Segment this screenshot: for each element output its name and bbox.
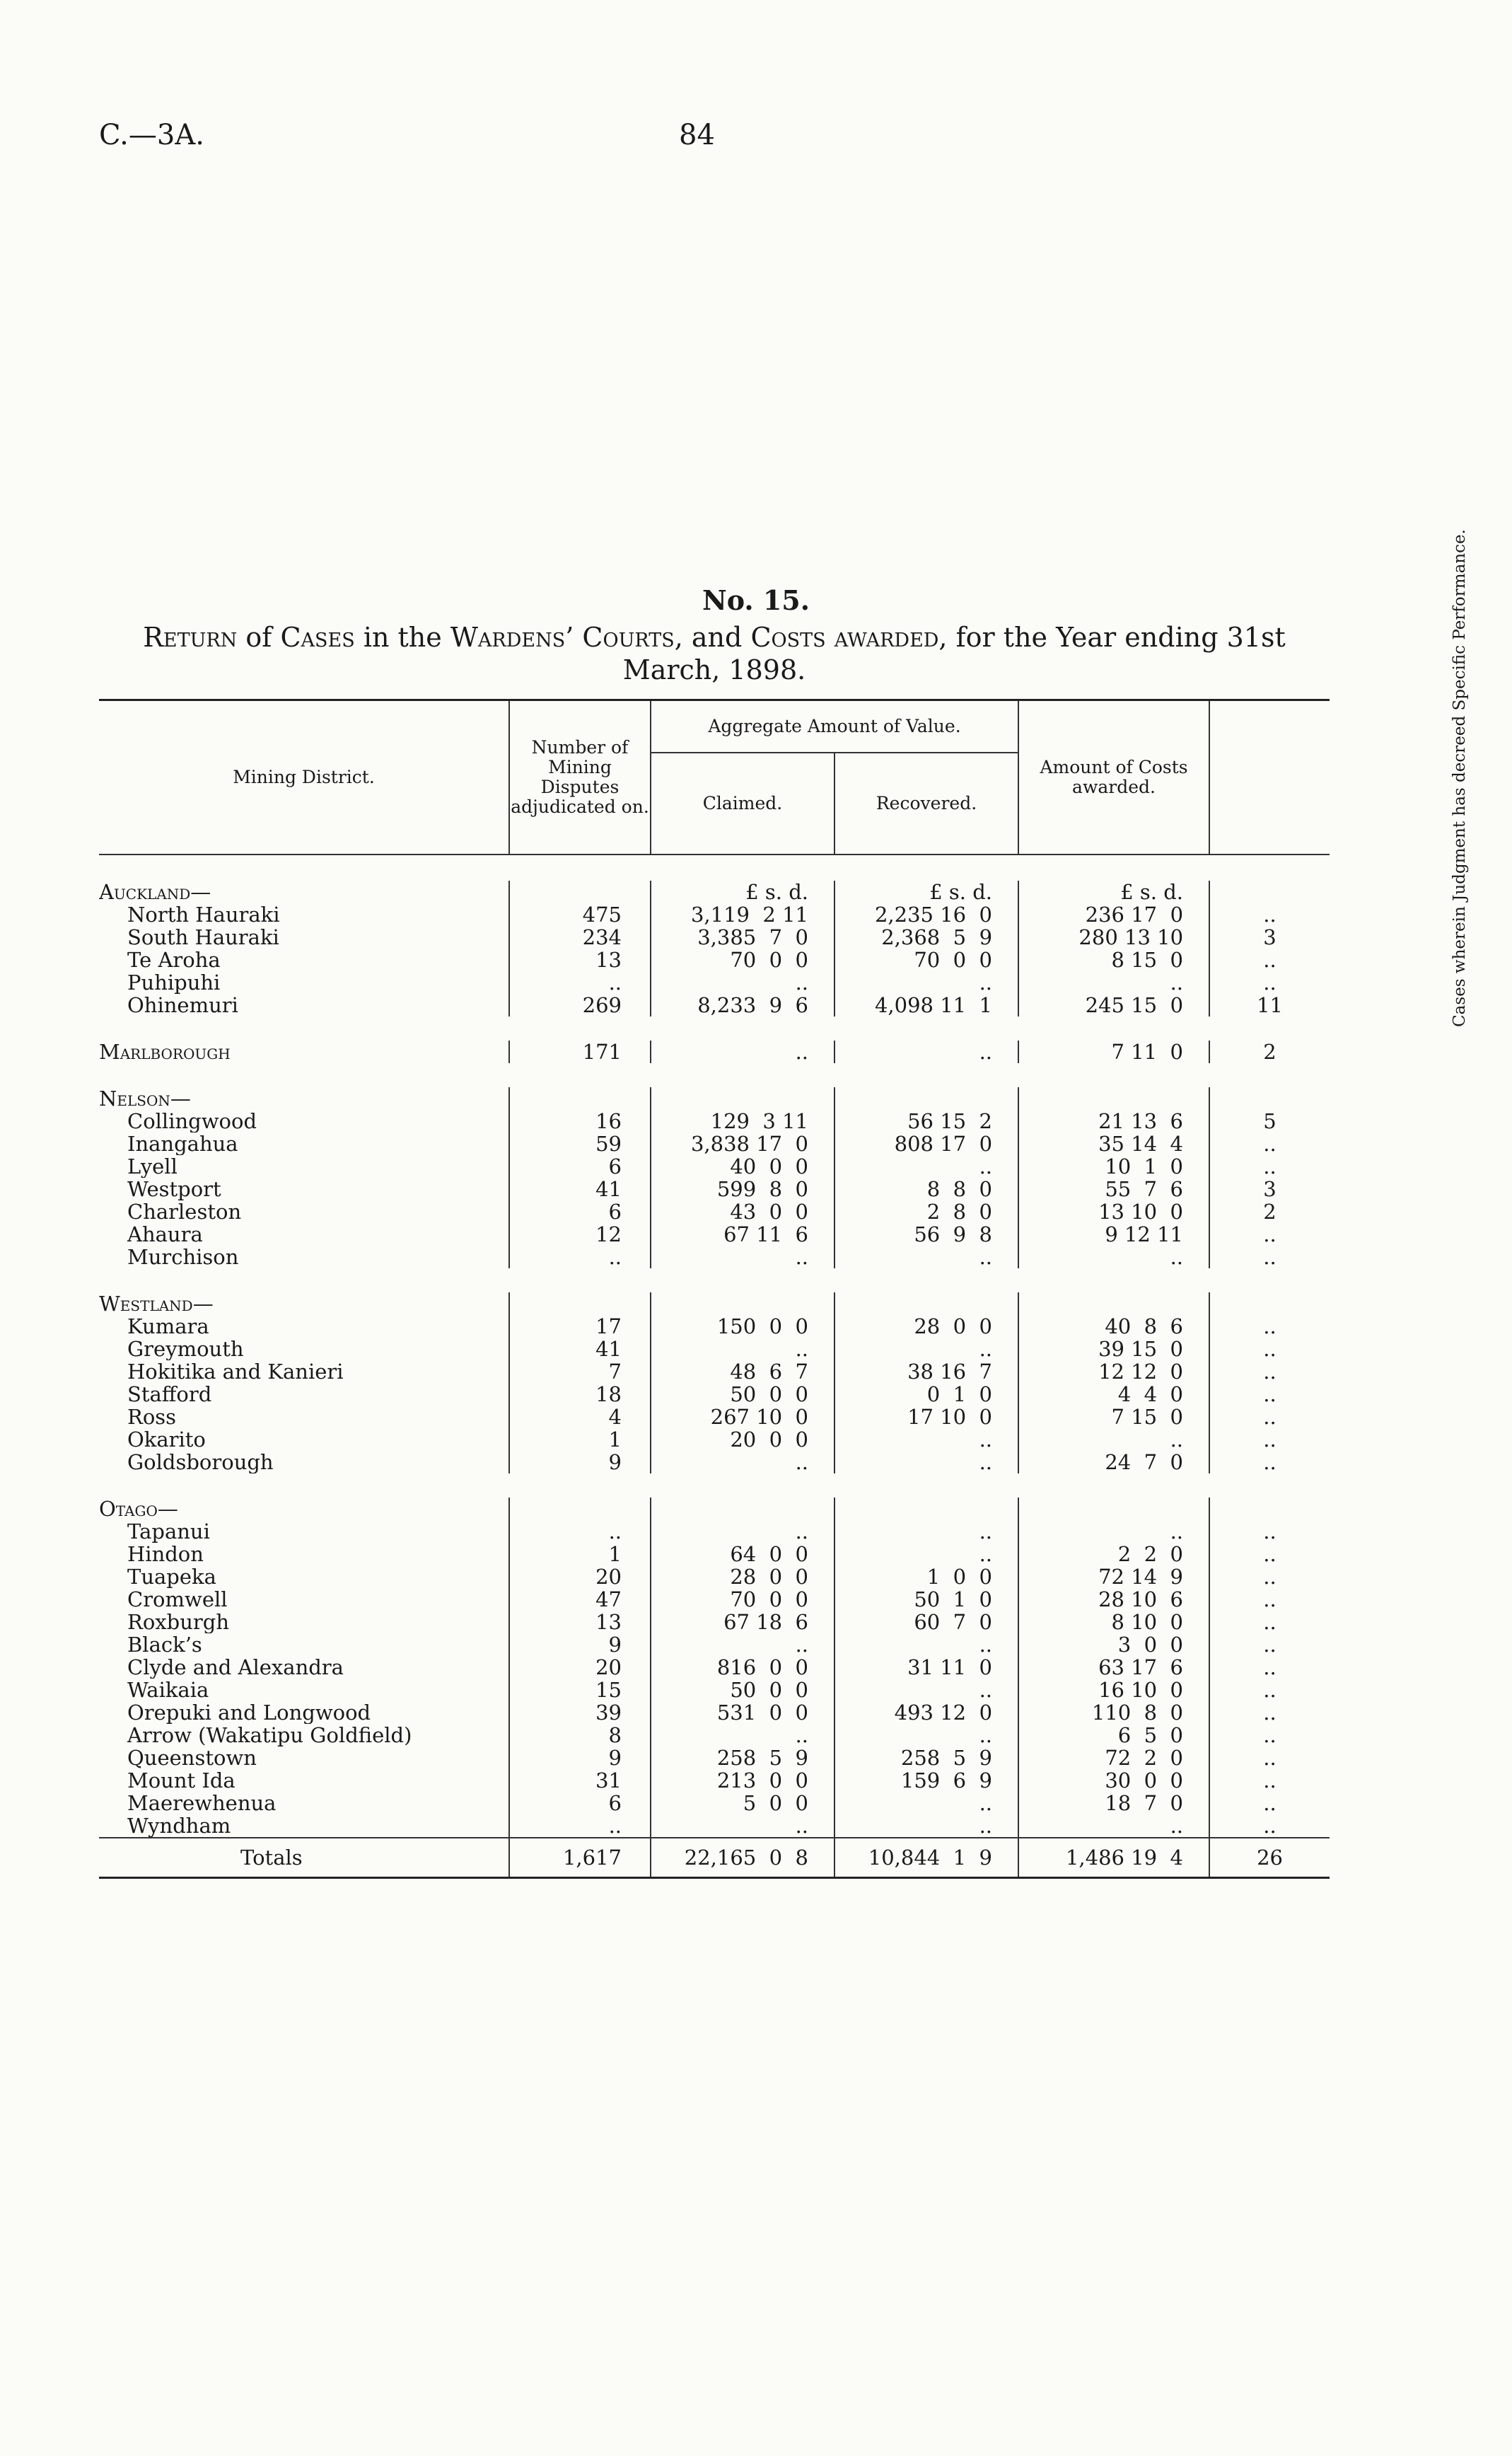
disputes-cell: [509, 1292, 651, 1315]
disputes-cell: 6: [509, 1200, 651, 1223]
disputes-cell: ..: [509, 1246, 651, 1268]
column-header-recovered: Recovered.: [834, 753, 1018, 855]
table-body: [99, 881, 1330, 1878]
specific-cell: ..: [1209, 949, 1330, 971]
field-name: Roxburgh: [127, 1611, 229, 1633]
table-row: [99, 1633, 1330, 1656]
table-row: [99, 1041, 1330, 1063]
recovered-cell: 70 0 0: [834, 949, 1018, 971]
specific-cell: ..: [1209, 1588, 1330, 1611]
disputes-cell: 13: [509, 949, 651, 971]
disputes-cell: [509, 881, 651, 903]
claimed-cell: ..: [651, 1520, 834, 1543]
district-header-row: [99, 1498, 1330, 1520]
recovered-cell: ..: [834, 1792, 1018, 1814]
field-name: Ahaura: [127, 1223, 203, 1246]
claimed-cell: 3,119 2 11: [651, 903, 834, 926]
recovered-cell: 17 10 0: [834, 1406, 1018, 1428]
claimed-cell: 20 0 0: [651, 1428, 834, 1451]
field-name: Black’s: [127, 1633, 202, 1656]
total-disputes: 1,617: [509, 1838, 651, 1878]
specific-cell: ..: [1209, 971, 1330, 994]
specific-cell: [1209, 1087, 1330, 1110]
recovered-cell: 28 0 0: [834, 1315, 1018, 1338]
field-name: Te Aroha: [127, 949, 221, 971]
recovered-cell: ..: [834, 1679, 1018, 1701]
costs-cell: 55 7 6: [1018, 1178, 1209, 1200]
disputes-cell: 6: [509, 1155, 651, 1178]
claimed-cell: 150 0 0: [651, 1315, 834, 1338]
specific-cell: ..: [1209, 1428, 1330, 1451]
claimed-cell: 599 8 0: [651, 1178, 834, 1200]
claimed-cell: ..: [651, 1724, 834, 1747]
table-row: [99, 1110, 1330, 1133]
disputes-cell: 13: [509, 1611, 651, 1633]
disputes-cell: ..: [509, 1814, 651, 1838]
claimed-cell: 70 0 0: [651, 1588, 834, 1611]
costs-cell: 72 2 0: [1018, 1747, 1209, 1769]
specific-cell: 11: [1209, 994, 1330, 1016]
field-name: Hokitika and Kanieri: [127, 1360, 344, 1383]
costs-cell: ..: [1018, 1246, 1209, 1268]
disputes-cell: 4: [509, 1406, 651, 1428]
disputes-cell: ..: [509, 971, 651, 994]
costs-cell: 39 15 0: [1018, 1338, 1209, 1360]
disputes-cell: 39: [509, 1701, 651, 1724]
district-name: Westland—: [99, 1292, 214, 1315]
table-row: [99, 1178, 1330, 1200]
disputes-cell: 12: [509, 1223, 651, 1246]
claimed-units: £ s. d.: [651, 881, 834, 903]
costs-cell: 245 15 0: [1018, 994, 1209, 1016]
spacer: [99, 1473, 1330, 1498]
table-row: [99, 1747, 1330, 1769]
specific-cell: ..: [1209, 1543, 1330, 1565]
table-row: [99, 1451, 1330, 1473]
disputes-cell: 59: [509, 1133, 651, 1155]
recovered-cell: 2,368 5 9: [834, 926, 1018, 949]
field-name: Greymouth: [127, 1338, 244, 1360]
table-row: [99, 903, 1330, 926]
claimed-cell: ..: [651, 1246, 834, 1268]
costs-cell: 236 17 0: [1018, 903, 1209, 926]
table-row: [99, 1315, 1330, 1338]
field-name: Ross: [127, 1406, 177, 1428]
recovered-cell: ..: [834, 971, 1018, 994]
costs-cell: [1018, 1498, 1209, 1520]
recovered-cell: 8 8 0: [834, 1178, 1018, 1200]
title-word-cases: Cases: [280, 622, 355, 653]
costs-cell: ..: [1018, 1520, 1209, 1543]
column-header-specific-text: Cases wherein Judgment has decreed Specific Performance.: [1450, 529, 1469, 1027]
totals-label: Totals: [99, 1838, 509, 1878]
table-row: [99, 949, 1330, 971]
specific-cell: ..: [1209, 1246, 1330, 1268]
spacer: [99, 1063, 1330, 1087]
disputes-cell: 47: [509, 1588, 651, 1611]
disputes-cell: 16: [509, 1110, 651, 1133]
claimed-cell: 258 5 9: [651, 1747, 834, 1769]
costs-cell: 21 13 6: [1018, 1110, 1209, 1133]
title-rest: for the Year ending 31st March, 1898.: [622, 622, 1286, 685]
claimed-cell: 8,233 9 6: [651, 994, 834, 1016]
specific-cell: ..: [1209, 1565, 1330, 1588]
claimed-cell: ..: [651, 1451, 834, 1473]
total-claimed: 22,165 0 8: [651, 1838, 834, 1878]
table-row: [99, 1588, 1330, 1611]
disputes-cell: 234: [509, 926, 651, 949]
district-header-row: [99, 881, 1330, 903]
table-row: [99, 1246, 1330, 1268]
table-row: [99, 1338, 1330, 1360]
recovered-cell: [834, 1292, 1018, 1315]
claimed-cell: 3,385 7 0: [651, 926, 834, 949]
specific-cell: [1209, 881, 1330, 903]
costs-cell: 24 7 0: [1018, 1451, 1209, 1473]
claimed-cell: 267 10 0: [651, 1406, 834, 1428]
field-name: South Hauraki: [127, 926, 279, 949]
claimed-cell: 3,838 17 0: [651, 1133, 834, 1155]
recovered-units: £ s. d.: [834, 881, 1018, 903]
field-name: Queenstown: [127, 1747, 257, 1769]
recovered-cell: 4,098 11 1: [834, 994, 1018, 1016]
specific-cell: [1209, 1498, 1330, 1520]
recovered-cell: ..: [834, 1543, 1018, 1565]
costs-cell: 28 10 6: [1018, 1588, 1209, 1611]
specific-cell: 3: [1209, 926, 1330, 949]
document-reference: C.—3A.: [99, 119, 204, 151]
specific-cell: ..: [1209, 1747, 1330, 1769]
recovered-cell: 2,235 16 0: [834, 903, 1018, 926]
disputes-cell: 18: [509, 1383, 651, 1406]
specific-cell: [1209, 1292, 1330, 1315]
costs-cell: 280 13 10: [1018, 926, 1209, 949]
disputes-cell: 1: [509, 1428, 651, 1451]
specific-cell: ..: [1209, 1701, 1330, 1724]
costs-cell: 10 1 0: [1018, 1155, 1209, 1178]
costs-cell: 72 14 9: [1018, 1565, 1209, 1588]
claimed-cell: 50 0 0: [651, 1679, 834, 1701]
costs-cell: [1018, 1292, 1209, 1315]
page-number: 84: [679, 119, 715, 151]
field-name: Murchison: [127, 1246, 239, 1268]
table-row: [99, 1724, 1330, 1747]
disputes-cell: 31: [509, 1769, 651, 1792]
costs-cell: 13 10 0: [1018, 1200, 1209, 1223]
costs-cell: 18 7 0: [1018, 1792, 1209, 1814]
costs-units: £ s. d.: [1018, 881, 1209, 903]
disputes-cell: 475: [509, 903, 651, 926]
specific-cell: ..: [1209, 1679, 1330, 1701]
table-row: [99, 1223, 1330, 1246]
table-row: [99, 1406, 1330, 1428]
table-row: [99, 1701, 1330, 1724]
disputes-cell: 9: [509, 1747, 651, 1769]
costs-cell: 3 0 0: [1018, 1633, 1209, 1656]
field-name: Wyndham: [127, 1814, 231, 1838]
field-name: Collingwood: [127, 1110, 257, 1133]
recovered-cell: ..: [834, 1338, 1018, 1360]
specific-cell: ..: [1209, 1315, 1330, 1338]
claimed-cell: [651, 1087, 834, 1110]
field-name: North Hauraki: [127, 903, 280, 926]
recovered-cell: 808 17 0: [834, 1133, 1018, 1155]
field-name: Goldsborough: [127, 1451, 274, 1473]
costs-cell: 8 10 0: [1018, 1611, 1209, 1633]
recovered-cell: [834, 1087, 1018, 1110]
title-word-return: Return: [143, 622, 238, 653]
claimed-cell: ..: [651, 1814, 834, 1838]
specific-cell: ..: [1209, 1792, 1330, 1814]
recovered-cell: ..: [834, 1520, 1018, 1543]
specific-cell: ..: [1209, 1633, 1330, 1656]
costs-cell: 8 15 0: [1018, 949, 1209, 971]
table-row: [99, 1611, 1330, 1633]
spacer: [99, 1016, 1330, 1041]
table-row: [99, 1200, 1330, 1223]
column-header-claimed: Claimed.: [651, 753, 834, 855]
claimed-cell: 28 0 0: [651, 1565, 834, 1588]
field-name: Okarito: [127, 1428, 206, 1451]
specific-cell: 5: [1209, 1110, 1330, 1133]
total-costs: 1,486 19 4: [1018, 1838, 1209, 1878]
column-header-disputes: Number of Mining Disputes adjudicated on.: [509, 700, 651, 855]
total-recovered: 10,844 1 9: [834, 1838, 1018, 1878]
field-name: Westport: [127, 1178, 221, 1200]
specific-cell: 3: [1209, 1178, 1330, 1200]
recovered-cell: 1 0 0: [834, 1565, 1018, 1588]
specific-cell: ..: [1209, 1611, 1330, 1633]
recovered-cell: 50 1 0: [834, 1588, 1018, 1611]
specific-cell: ..: [1209, 1520, 1330, 1543]
district-name: Auckland—: [99, 881, 211, 903]
table-number: No. 15.: [702, 584, 810, 616]
costs-cell: 7 15 0: [1018, 1406, 1209, 1428]
costs-cell: 30 0 0: [1018, 1769, 1209, 1792]
claimed-cell: 40 0 0: [651, 1155, 834, 1178]
claimed-cell: 531 0 0: [651, 1701, 834, 1724]
field-name: Lyell: [127, 1155, 178, 1178]
disputes-cell: 7: [509, 1360, 651, 1383]
specific-cell: ..: [1209, 1814, 1330, 1838]
total-specific: 26: [1209, 1838, 1330, 1878]
specific-cell: ..: [1209, 1360, 1330, 1383]
costs-cell: 40 8 6: [1018, 1315, 1209, 1338]
recovered-cell: ..: [834, 1451, 1018, 1473]
claimed-cell: 70 0 0: [651, 949, 834, 971]
costs-cell: 2 2 0: [1018, 1543, 1209, 1565]
field-name: Puhipuhi: [127, 971, 221, 994]
field-name: Charleston: [127, 1200, 242, 1223]
field-name: Orepuki and Longwood: [127, 1701, 371, 1724]
disputes-cell: [509, 1498, 651, 1520]
disputes-cell: 8: [509, 1724, 651, 1747]
disputes-cell: 15: [509, 1679, 651, 1701]
disputes-cell: [509, 1087, 651, 1110]
recovered-cell: ..: [834, 1246, 1018, 1268]
specific-cell: ..: [1209, 1656, 1330, 1679]
claimed-cell: 129 3 11: [651, 1110, 834, 1133]
table-row: [99, 1383, 1330, 1406]
disputes-cell: 41: [509, 1338, 651, 1360]
costs-cell: 6 5 0: [1018, 1724, 1209, 1747]
costs-cell: 7 11 0: [1018, 1041, 1209, 1063]
costs-cell: [1018, 1087, 1209, 1110]
claimed-cell: 5 0 0: [651, 1792, 834, 1814]
title-word-in-the: in the: [363, 622, 442, 653]
table-row: [99, 1133, 1330, 1155]
claimed-cell: 67 18 6: [651, 1611, 834, 1633]
costs-cell: ..: [1018, 1814, 1209, 1838]
recovered-cell: ..: [834, 1633, 1018, 1656]
claimed-cell: ..: [651, 1041, 834, 1063]
district-name: Otago—: [99, 1498, 178, 1520]
claimed-cell: 50 0 0: [651, 1383, 834, 1406]
table-row: [99, 926, 1330, 949]
claimed-cell: [651, 1498, 834, 1520]
table-row: [99, 994, 1330, 1016]
field-name: Mount Ida: [127, 1769, 235, 1792]
column-header-district: Mining District.: [233, 767, 375, 787]
specific-cell: ..: [1209, 1155, 1330, 1178]
recovered-cell: 0 1 0: [834, 1383, 1018, 1406]
claimed-cell: 43 0 0: [651, 1200, 834, 1223]
specific-cell: ..: [1209, 1769, 1330, 1792]
table-row: [99, 971, 1330, 994]
column-header-costs: Amount of Costs awarded.: [1018, 700, 1209, 855]
recovered-cell: 258 5 9: [834, 1747, 1018, 1769]
recovered-cell: 60 7 0: [834, 1611, 1018, 1633]
field-name: Waikaia: [127, 1679, 209, 1701]
title-word-of: of: [245, 622, 272, 653]
costs-cell: 110 8 0: [1018, 1701, 1209, 1724]
costs-cell: 35 14 4: [1018, 1133, 1209, 1155]
district-header-row: [99, 1087, 1330, 1110]
table-row: [99, 1543, 1330, 1565]
claimed-cell: ..: [651, 1633, 834, 1656]
specific-cell: ..: [1209, 1451, 1330, 1473]
recovered-cell: ..: [834, 1724, 1018, 1747]
recovered-cell: 56 15 2: [834, 1110, 1018, 1133]
field-name: Stafford: [127, 1383, 212, 1406]
field-name: Clyde and Alexandra: [127, 1656, 344, 1679]
field-name: Arrow (Wakatipu Goldfield): [127, 1724, 412, 1747]
claimed-cell: ..: [651, 1338, 834, 1360]
costs-cell: 9 12 11: [1018, 1223, 1209, 1246]
field-name: Ohinemuri: [127, 994, 238, 1016]
title-word-courts: Courts,: [582, 622, 683, 653]
costs-cell: ..: [1018, 971, 1209, 994]
recovered-cell: 493 12 0: [834, 1701, 1018, 1724]
claimed-cell: [651, 1292, 834, 1315]
claimed-cell: 64 0 0: [651, 1543, 834, 1565]
disputes-cell: 6: [509, 1792, 651, 1814]
costs-cell: 63 17 6: [1018, 1656, 1209, 1679]
recovered-cell: 31 11 0: [834, 1656, 1018, 1679]
table-row: [99, 1428, 1330, 1451]
title-word-and: and: [691, 622, 743, 653]
table-row: [99, 1155, 1330, 1178]
costs-cell: ..: [1018, 1428, 1209, 1451]
table-row: [99, 1360, 1330, 1383]
costs-cell: 4 4 0: [1018, 1383, 1209, 1406]
table-row: [99, 1792, 1330, 1814]
table-row: [99, 1679, 1330, 1701]
table-row: [99, 1656, 1330, 1679]
district-name: Marlborough: [99, 1041, 231, 1063]
recovered-cell: ..: [834, 1041, 1018, 1063]
specific-cell: ..: [1209, 1383, 1330, 1406]
costs-cell: 16 10 0: [1018, 1679, 1209, 1701]
specific-cell: 2: [1209, 1200, 1330, 1223]
district-header-row: [99, 1292, 1330, 1315]
field-name: Hindon: [127, 1543, 204, 1565]
specific-cell: ..: [1209, 1724, 1330, 1747]
costs-cell: 12 12 0: [1018, 1360, 1209, 1383]
disputes-cell: 9: [509, 1451, 651, 1473]
recovered-cell: ..: [834, 1155, 1018, 1178]
field-name: Maerewhenua: [127, 1792, 277, 1814]
column-header-aggregate: Aggregate Amount of Value.: [651, 700, 1018, 753]
table-row: [99, 1769, 1330, 1792]
field-name: Kumara: [127, 1315, 209, 1338]
disputes-cell: 20: [509, 1565, 651, 1588]
specific-cell: ..: [1209, 1338, 1330, 1360]
claimed-cell: 48 6 7: [651, 1360, 834, 1383]
specific-cell: ..: [1209, 903, 1330, 926]
recovered-cell: ..: [834, 1428, 1018, 1451]
recovered-cell: 56 9 8: [834, 1223, 1018, 1246]
disputes-cell: 9: [509, 1633, 651, 1656]
disputes-cell: 41: [509, 1178, 651, 1200]
totals-row: [99, 1838, 1330, 1878]
recovered-cell: 159 6 9: [834, 1769, 1018, 1792]
table-row: [99, 1565, 1330, 1588]
spacer: [99, 1268, 1330, 1292]
title-word-costs: Costs: [750, 622, 826, 653]
title-word-wardens: Wardens’: [450, 622, 574, 653]
disputes-cell: 17: [509, 1315, 651, 1338]
specific-cell: 2: [1209, 1041, 1330, 1063]
title-word-awarded: awarded,: [834, 622, 948, 653]
table-row: [99, 1520, 1330, 1543]
table-row: [99, 1814, 1330, 1838]
claimed-cell: ..: [651, 971, 834, 994]
disputes-cell: 20: [509, 1656, 651, 1679]
recovered-cell: 2 8 0: [834, 1200, 1018, 1223]
disputes-cell: ..: [509, 1520, 651, 1543]
field-name: Tuapeka: [127, 1565, 216, 1588]
recovered-cell: ..: [834, 1814, 1018, 1838]
district-name: Nelson—: [99, 1087, 191, 1110]
claimed-cell: 816 0 0: [651, 1656, 834, 1679]
recovered-cell: 38 16 7: [834, 1360, 1018, 1383]
specific-cell: ..: [1209, 1406, 1330, 1428]
specific-cell: ..: [1209, 1223, 1330, 1246]
field-name: Inangahua: [127, 1133, 238, 1155]
recovered-cell: [834, 1498, 1018, 1520]
disputes-cell: 1: [509, 1543, 651, 1565]
disputes-cell: 171: [509, 1041, 651, 1063]
table-title: [99, 621, 1330, 686]
field-name: Tapanui: [127, 1520, 210, 1543]
claimed-cell: 213 0 0: [651, 1769, 834, 1792]
specific-cell: ..: [1209, 1133, 1330, 1155]
claimed-cell: 67 11 6: [651, 1223, 834, 1246]
field-name: Cromwell: [127, 1588, 228, 1611]
disputes-cell: 269: [509, 994, 651, 1016]
